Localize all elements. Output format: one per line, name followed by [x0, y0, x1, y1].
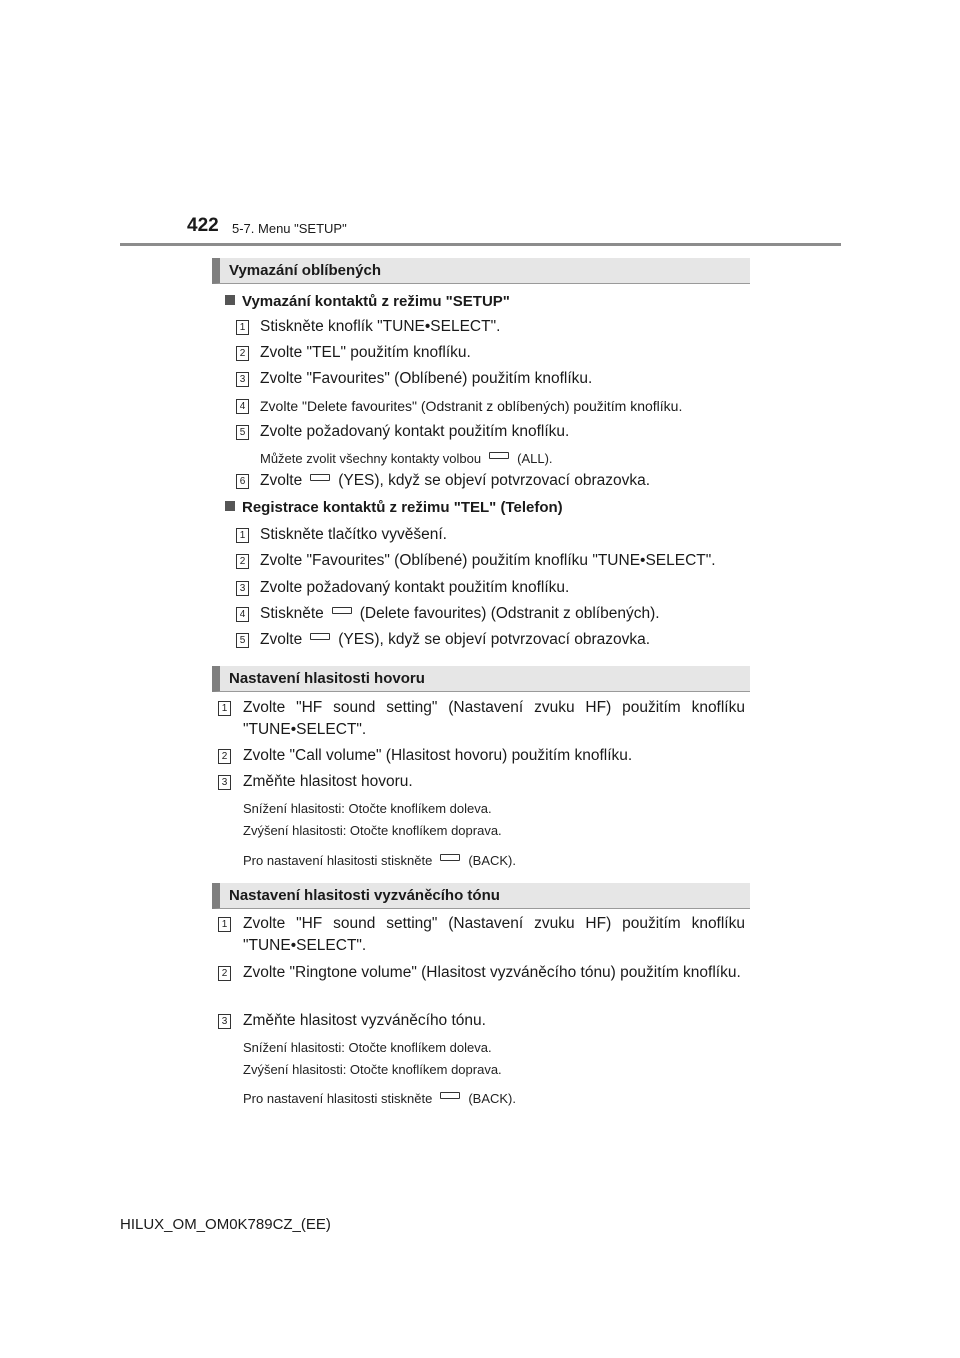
section-title-delete-favourites: Vymazání oblíbených: [212, 258, 750, 284]
step-number: 1: [236, 320, 249, 335]
document-code: HILUX_OM_OM0K789CZ_(EE): [120, 1216, 331, 1233]
step-number: 3: [236, 372, 249, 387]
step-number: 1: [236, 528, 249, 543]
step-number: 3: [236, 581, 249, 596]
note-volume-up: Zvýšení hlasitosti: Otočte knoflíkem doprava.: [243, 823, 502, 838]
subheading-delete-from-setup: Vymazání kontaktů z režimu "SETUP": [225, 292, 510, 312]
step-number: 6: [236, 474, 249, 489]
step-text: Zvolte "TEL" použitím knoflíku.: [260, 344, 471, 361]
step-text: Zvolte "HF sound setting" (Nastavení zvuku HF) použitím knoflíku "TUNE•SELECT".: [243, 915, 745, 954]
screen-button-icon: [310, 474, 330, 481]
step-text: Stiskněte tlačítko vyvěšení.: [260, 526, 447, 543]
step-number: 5: [236, 633, 249, 648]
step-text: Zvolte "Favourites" (Oblíbené) použitím knoflíku.: [260, 370, 593, 387]
step-number: 1: [218, 917, 231, 932]
note-back: Pro nastavení hlasitosti stiskněte (BACK).: [243, 853, 516, 868]
screen-button-icon: [332, 607, 352, 614]
step-text: Zvolte "Favourites" (Oblíbené) použitím knoflíku "TUNE•SELECT".: [260, 552, 716, 569]
step-text: Zvolte "HF sound setting" (Nastavení zvuku HF) použitím knoflíku "TUNE•SELECT".: [243, 699, 745, 738]
step-number: 1: [218, 701, 231, 716]
step-number: 3: [218, 775, 231, 790]
step-text: Zvolte požadovaný kontakt použitím knoflíku.: [260, 423, 570, 440]
square-bullet-icon: [225, 295, 235, 305]
step-number: 2: [236, 346, 249, 361]
chapter-title: 5-7. Menu "SETUP": [232, 221, 347, 236]
page-number: 422: [187, 215, 219, 236]
note-volume-down: Snížení hlasitosti: Otočte knoflíkem doleva.: [243, 801, 492, 816]
screen-button-icon: [489, 452, 509, 459]
step-text: Změňte hlasitost vyzváněcího tónu.: [243, 1012, 486, 1029]
back-button-icon: [440, 854, 460, 861]
header-divider: [120, 243, 841, 246]
step-text: Zvolte "Delete favourites" (Odstranit z oblíbených) použitím knoflíku.: [260, 398, 683, 414]
note-volume-up: Zvýšení hlasitosti: Otočte knoflíkem doprava.: [243, 1062, 502, 1077]
screen-button-icon: [310, 633, 330, 640]
step-text: Zvolte (YES), když se objeví potvrzovací obrazovka.: [260, 631, 651, 648]
step-number: 3: [218, 1014, 231, 1029]
note-back: Pro nastavení hlasitosti stiskněte (BACK).: [243, 1091, 516, 1106]
section-title-call-volume: Nastavení hlasitosti hovoru: [212, 666, 750, 692]
step-text: Stiskněte knoflík "TUNE•SELECT".: [260, 318, 501, 335]
step-number: 4: [236, 607, 249, 622]
back-button-icon: [440, 1092, 460, 1099]
step-number: 2: [218, 966, 231, 981]
step-text: Stiskněte (Delete favourites) (Odstranit z oblíbených).: [260, 605, 660, 622]
step-number: 2: [236, 554, 249, 569]
section-title-ringtone-volume: Nastavení hlasitosti vyzváněcího tónu: [212, 883, 750, 909]
step-text: Zvolte "Ringtone volume" (Hlasitost vyzváněcího tónu) použitím knoflíku.: [243, 964, 741, 981]
note-volume-down: Snížení hlasitosti: Otočte knoflíkem doleva.: [243, 1040, 492, 1055]
square-bullet-icon: [225, 501, 235, 511]
step-text: Změňte hlasitost hovoru.: [243, 773, 413, 790]
step-text: Zvolte "Call volume" (Hlasitost hovoru) použitím knoflíku.: [243, 747, 633, 764]
note-select-all: Můžete zvolit všechny kontakty volbou (ALL).: [260, 451, 553, 466]
step-text: Zvolte (YES), když se objeví potvrzovací obrazovka.: [260, 472, 651, 489]
step-number: 4: [236, 399, 249, 414]
subheading-register-from-tel: Registrace kontaktů z režimu "TEL" (Telefon): [225, 498, 563, 518]
step-text: Zvolte požadovaný kontakt použitím knoflíku.: [260, 579, 570, 596]
step-number: 2: [218, 749, 231, 764]
step-number: 5: [236, 425, 249, 440]
